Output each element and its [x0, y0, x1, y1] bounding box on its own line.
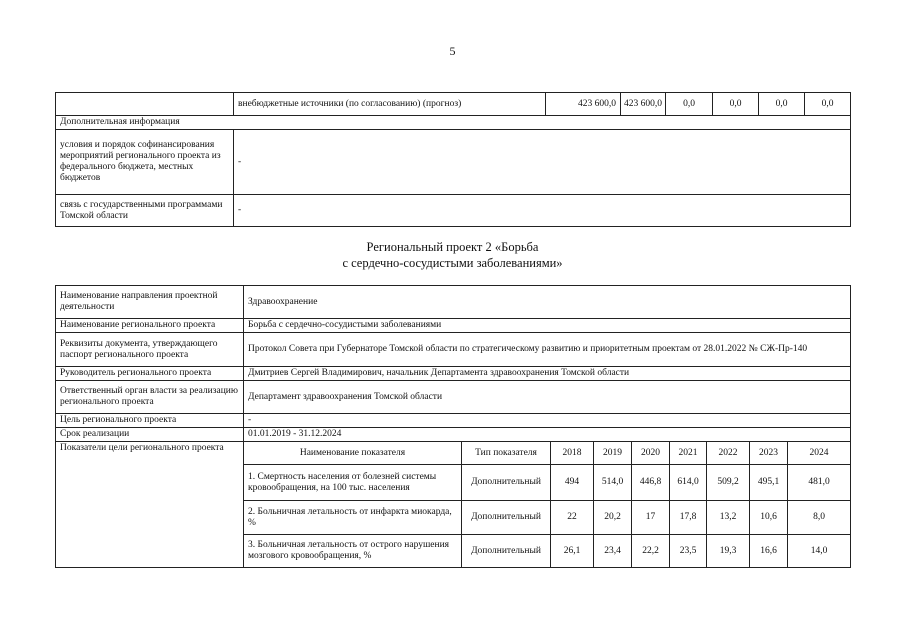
year-header: 2018 [551, 442, 594, 465]
indicator-value: 514,0 [594, 465, 632, 501]
indicator-value: 446,8 [632, 465, 670, 501]
table-row [56, 333, 851, 367]
table-row [56, 195, 851, 227]
table-row [56, 319, 851, 333]
row-value: 01.01.2019 - 31.12.2024 [244, 428, 851, 442]
indicator-header-row [56, 442, 851, 465]
table-row [56, 286, 851, 319]
financing-table [55, 92, 851, 227]
funding-label: внебюджетные источники (по согласованию) (прогноз) [234, 93, 546, 116]
indicator-value: 481,0 [788, 465, 851, 501]
row-label: Ответственный орган власти за реализацию регионального проекта [56, 381, 244, 414]
indicator-value: 495,1 [750, 465, 788, 501]
indicator-value: 26,1 [551, 535, 594, 568]
year-header: 2019 [594, 442, 632, 465]
indicator-value: 23,4 [594, 535, 632, 568]
indicator-value: 19,3 [707, 535, 750, 568]
table-row [56, 381, 851, 414]
indicator-value: 22 [551, 501, 594, 535]
indicators-label: Показатели цели регионального проекта [56, 442, 244, 568]
indicator-value: 17,8 [670, 501, 707, 535]
additional-info-label: Дополнительная информация [56, 116, 851, 130]
indicator-name: 3. Больничная летальность от острого нарушения мозгового кровообращения, % [244, 535, 462, 568]
funding-value: 0,0 [805, 93, 851, 116]
indicator-value: 17 [632, 501, 670, 535]
row-value: - [234, 195, 851, 227]
row-label: связь с государственными программами Томской области [56, 195, 234, 227]
additional-info-row [56, 116, 851, 130]
row-label: условия и порядок софинансирования мероприятий регионального проекта из федерального бюджета, местных бюджетов [56, 130, 234, 195]
funding-row [56, 93, 851, 116]
indicator-type: Дополнительный [462, 501, 551, 535]
row-label: Наименование регионального проекта [56, 319, 244, 333]
row-label: Руководитель регионального проекта [56, 367, 244, 381]
indicator-value: 614,0 [670, 465, 707, 501]
row-value: Здравоохранение [244, 286, 851, 319]
table-row [56, 428, 851, 442]
indicator-name-header: Наименование показателя [244, 442, 462, 465]
project-passport-table [55, 285, 851, 568]
indicator-value: 22,2 [632, 535, 670, 568]
row-label: Реквизиты документа, утверждающего паспорт регионального проекта [56, 333, 244, 367]
funding-value: 423 600,0 [621, 93, 666, 116]
row-label: Цель регионального проекта [56, 414, 244, 428]
indicator-value: 494 [551, 465, 594, 501]
indicator-value: 23,5 [670, 535, 707, 568]
table-row [56, 414, 851, 428]
row-value: Протокол Совета при Губернаторе Томской области по стратегическому развитию и приоритетным проектам от 28.01.2022 № СЖ-Пр-140 [244, 333, 851, 367]
indicator-value: 20,2 [594, 501, 632, 535]
project-title-line1: Региональный проект 2 «Борьба [366, 240, 539, 254]
row-label: Срок реализации [56, 428, 244, 442]
indicator-value: 14,0 [788, 535, 851, 568]
row-value: Департамент здравоохранения Томской области [244, 381, 851, 414]
row-value: Дмитриев Сергей Владимирович, начальник Департамента здравоохранения Томской области [244, 367, 851, 381]
indicator-value: 10,6 [750, 501, 788, 535]
year-header: 2022 [707, 442, 750, 465]
year-header: 2021 [670, 442, 707, 465]
funding-value: 0,0 [759, 93, 805, 116]
year-header: 2020 [632, 442, 670, 465]
project-title-line2: с сердечно-сосудистыми заболеваниями» [342, 256, 563, 270]
page-number: 5 [449, 44, 456, 58]
indicator-type: Дополнительный [462, 535, 551, 568]
row-value: - [234, 130, 851, 195]
table-row [56, 130, 851, 195]
year-header: 2023 [750, 442, 788, 465]
indicator-name: 1. Смертность населения от болезней системы кровообращения, на 100 тыс. населения [244, 465, 462, 501]
funding-value: 0,0 [666, 93, 713, 116]
year-header: 2024 [788, 442, 851, 465]
indicator-name: 2. Больничная летальность от инфаркта миокарда, % [244, 501, 462, 535]
indicator-value: 8,0 [788, 501, 851, 535]
row-label: Наименование направления проектной деятельности [56, 286, 244, 319]
indicator-type: Дополнительный [462, 465, 551, 501]
funding-value: 0,0 [713, 93, 759, 116]
indicator-type-header: Тип показателя [462, 442, 551, 465]
indicator-value: 13,2 [707, 501, 750, 535]
empty-cell [56, 93, 234, 116]
row-value: Борьба с сердечно-сосудистыми заболеваниями [244, 319, 851, 333]
indicator-value: 16,6 [750, 535, 788, 568]
row-value: - [244, 414, 851, 428]
table-row [56, 367, 851, 381]
funding-value: 423 600,0 [546, 93, 621, 116]
indicator-value: 509,2 [707, 465, 750, 501]
